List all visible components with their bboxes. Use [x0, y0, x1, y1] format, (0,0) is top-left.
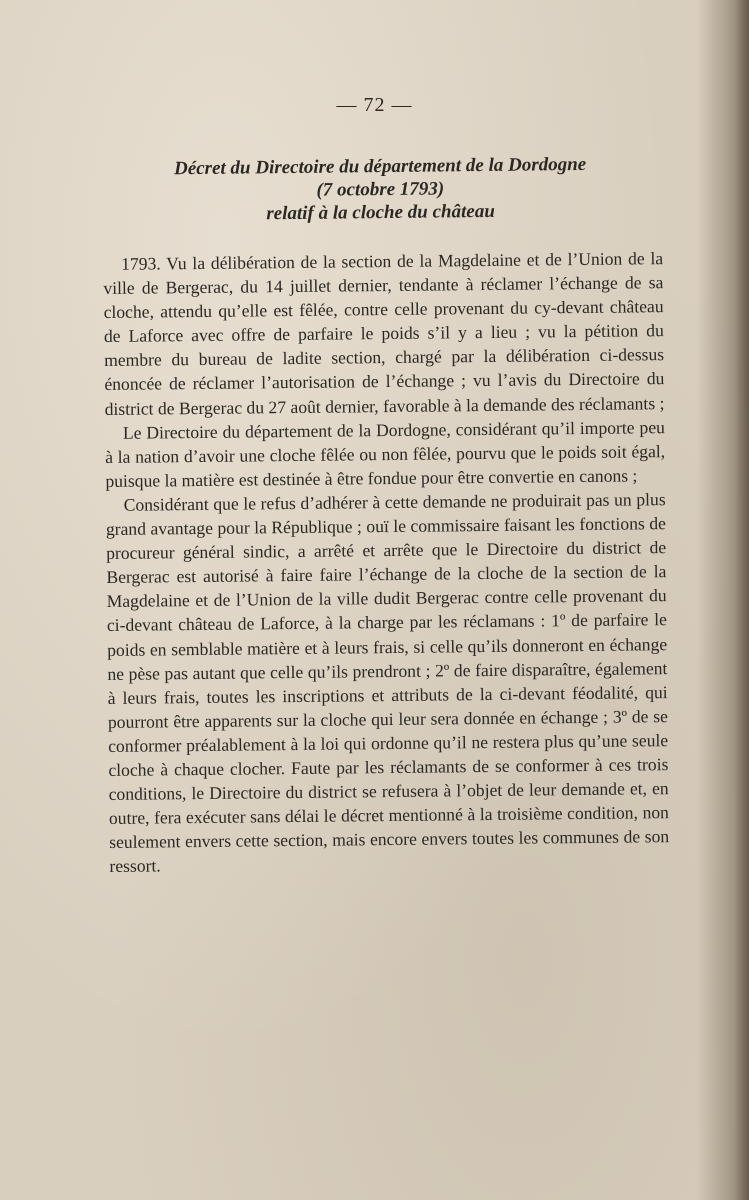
heading-date: (7 octobre 1793)	[316, 178, 445, 201]
heading-title: Décret du Directoire du département de la Dordogne	[173, 153, 587, 180]
page-number: — 72 —	[336, 94, 413, 116]
paragraph-considering-2: Considérant que le refus d’adhérer à cette demande ne produirait pas un plus grand avantage pour la République ; ouï le commissaire faisant les fonctions de procureur général sindic, a arrêté et arrête que le Directoire du district de Bergerac est autorisé à faire faire l’échange de la cloche de la section de la Magdelaine et de l’Union de la ville dudit Bergerac contre celle provenant du ci-devant château de Laforce, à la charge par les réclamans : 1º de parfaire le poids en semblable matière et à leurs frais, si celle qu’ils donneront en échange ne pèse pas autant que celle qu’ils prendront ; 2º de faire disparaître, également à leurs frais, toutes les inscriptions et attributs de la ci-devant féodalité, qui pourront être apparents sur la cloche qui leur sera donnée en échange ; 3º de se conformer préalablement à la loi qui ordonne qu’il ne restera plus qu’une seule cloche à chaque clocher. Faute par les réclamants de se conformer à ces trois conditions, le Directoire du district se refusera à l’objet de leur demande et, en outre, fera exécuter sans délai le décret mentionné à la troisième condition, non seulement envers cette section, mais encore envers toutes les communes de son ressort.	[105, 489, 670, 877]
page-edge-shadow	[735, 0, 749, 1200]
decree-heading	[100, 152, 661, 227]
decree-body	[103, 246, 670, 878]
paragraph-considering-1: Le Directoire du département de la Dordogne, considérant qu’il importe peu à la nation d’avoir une cloche fêlée ou non fêlée, pourvu que le poids soit égal, puisque la matière est destinée à être fondue pour être convertie en canons ;	[105, 416, 666, 491]
paragraph-preamble: 1793. Vu la délibération de la section de la Magdelaine et de l’Union de la ville de Bergerac, du 14 juillet dernier, tendante à réclamer l’échange de sa cloche, attendu qu’elle est fêlée, contre celle provenant du cy-devant château de Laforce avec offre de parfaire le poids s’il y a lieu ; vu la pétition du membre du bureau de ladite section, chargé par la délibération ci-dessus énoncée de réclamer l’autorisation de l’échange ; vu l’avis du Directoire du district de Bergerac du 27 août dernier, favorable à la demande des réclamants ;	[103, 248, 665, 419]
heading-subject: relatif à la cloche du château	[266, 200, 495, 225]
